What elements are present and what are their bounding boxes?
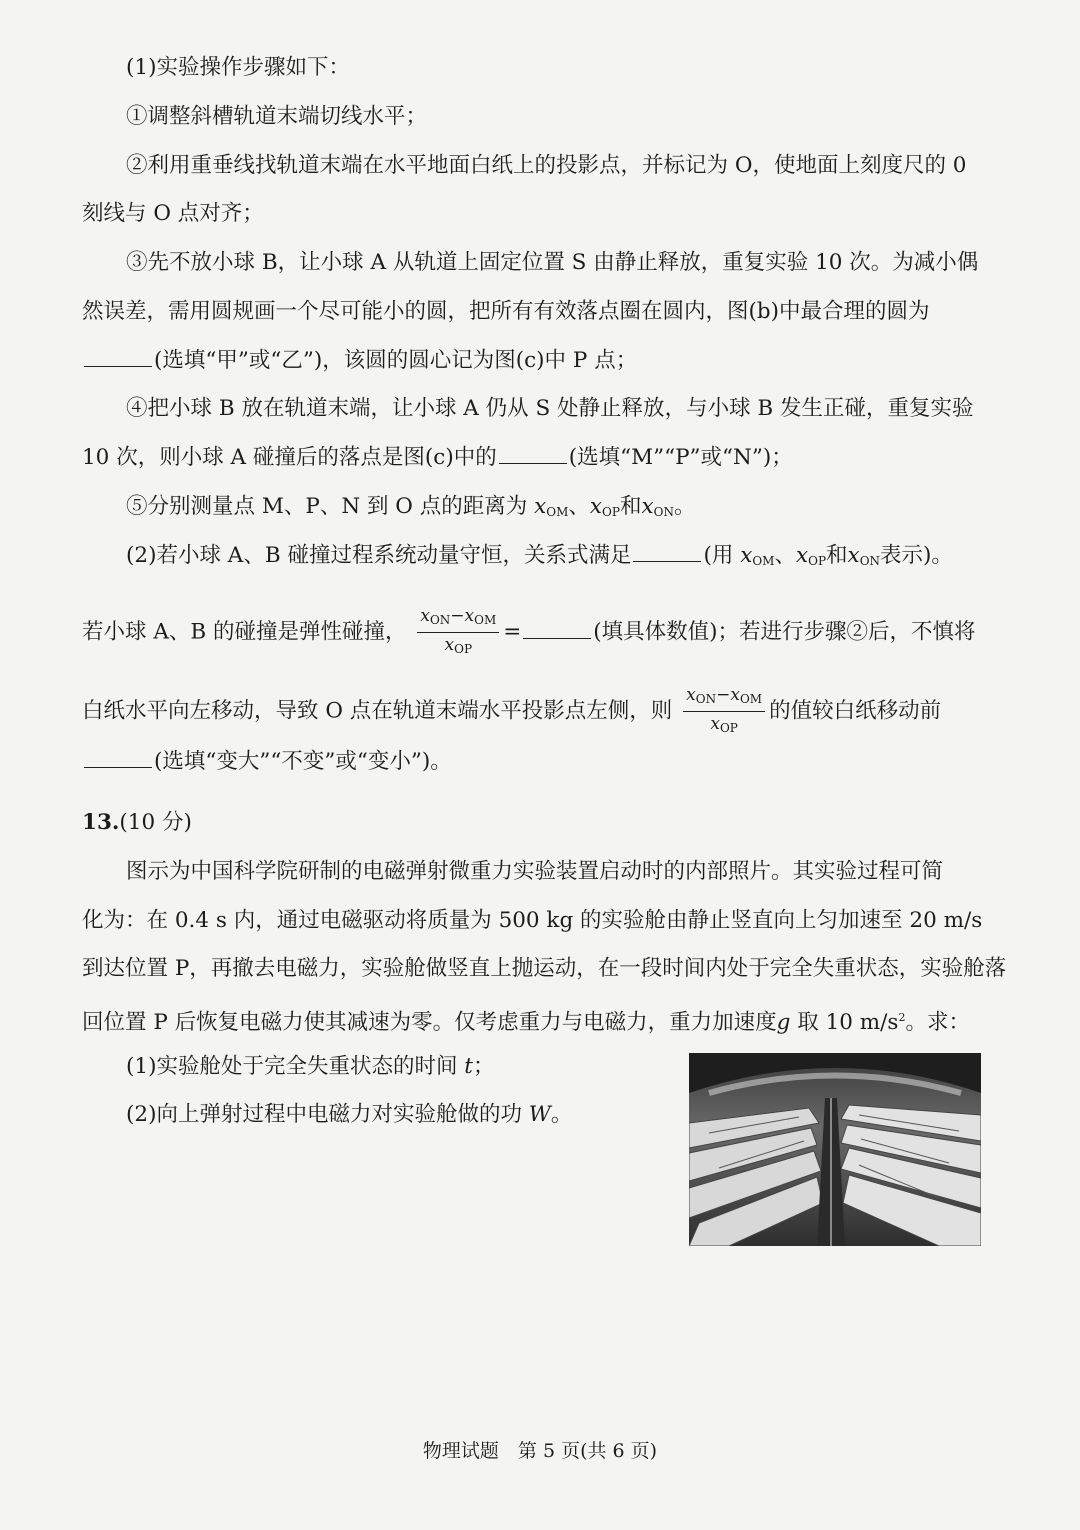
answer-blank[interactable]: [523, 618, 591, 639]
question-2-line-4: (选填“变大”“不变”或“变小”)。: [82, 747, 994, 777]
step-3-line-2: 然误差，需用圆规画一个尽可能小的圆，把所有有效落点圈在圆内，图(b)中最合理的圆为: [82, 299, 930, 324]
q13-sub-2: (2)向上弹射过程中电磁力对实验舱做的功 W。: [126, 1102, 573, 1127]
step-4-line-1: ④把小球 B 放在轨道末端，让小球 A 仍从 S 处静止释放，与小球 B 发生正碰，重复实验: [126, 396, 974, 421]
step-3-line-1: ③先不放小球 B，让小球 A 从轨道上固定位置 S 由静止释放，重复实验 10 次。为减小偶: [126, 250, 979, 275]
fraction: $\frac{x_{ON}-x_{OM}}{x_{OP}}$: [683, 685, 765, 738]
answer-blank[interactable]: [84, 346, 152, 367]
step-5: ⑤分别测量点 M、P、N 到 O 点的距离为 $x_{OM}$、$x_{OP}$和$x_{ON}$。: [126, 494, 696, 519]
q13-sub-1: (1)实验舱处于完全失重状态的时间 t；: [126, 1054, 495, 1079]
answer-blank[interactable]: [633, 541, 701, 562]
question-13-header: 13.(10 分): [82, 810, 192, 835]
page-footer: 物理试题 第 5 页(共 6 页): [422, 1440, 658, 1462]
q13-text-3: 到达位置 P，再撤去电磁力，实验舱做竖直上抛运动，在一段时间内处于完全失重状态，实验舱落: [82, 956, 1007, 981]
step-heading: (1)实验操作步骤如下：: [126, 55, 350, 80]
answer-blank[interactable]: [84, 747, 152, 768]
q13-text-1: 图示为中国科学院研制的电磁弹射微重力实验装置启动时的内部照片。其实验过程可简: [126, 859, 944, 884]
question-2-line-2: 若小球 A、B 的碰撞是弹性碰撞， $\frac{x_{ON}-x_{OM}}{x_{OP}}$ = (填具体数值)；若进行步骤②后，不慎将: [82, 606, 994, 659]
step-3-line-3: (选填“甲”或“乙”)，该圆的圆心记为图(c)中 P 点；: [82, 346, 994, 376]
device-interior-photo: [689, 1053, 981, 1246]
step-2-line-1: ②利用重垂线找轨道末端在水平地面白纸上的投影点，并标记为 O，使地面上刻度尺的 0: [126, 153, 967, 178]
question-2-line-1: (2)若小球 A、B 碰撞过程系统动量守恒，关系式满足 (用 $x_{OM}$、$x_{OP}$和$x_{ON}$表示)。: [126, 543, 953, 568]
q13-text-4: 回位置 P 后恢复电磁力使其减速为零。仅考虑重力与电磁力，重力加速度g 取 10 $m/s^2$。求：: [82, 1010, 970, 1036]
step-2-line-2: 刻线与 O 点对齐；: [82, 201, 264, 226]
answer-blank[interactable]: [499, 443, 567, 464]
fraction: $\frac{x_{ON}-x_{OM}}{x_{OP}}$: [417, 606, 499, 659]
step-4-line-2: 10 次，则小球 A 碰撞后的落点是图(c)中的 (选填“M”“P”或“N”)；: [82, 445, 793, 470]
question-2-line-3: 白纸水平向左移动，导致 O 点在轨道末端水平投影点左侧，则 $\frac{x_{ON}-x_{OM}}{x_{OP}}$ 的值较白纸移动前: [82, 685, 994, 738]
photo-illustration: [689, 1053, 981, 1246]
q13-text-2: 化为：在 0.4 s 内，通过电磁驱动将质量为 500 kg 的实验舱由静止竖直向上匀加速至 20 m/s: [82, 908, 983, 933]
step-1: ①调整斜槽轨道末端切线水平；: [126, 104, 428, 129]
